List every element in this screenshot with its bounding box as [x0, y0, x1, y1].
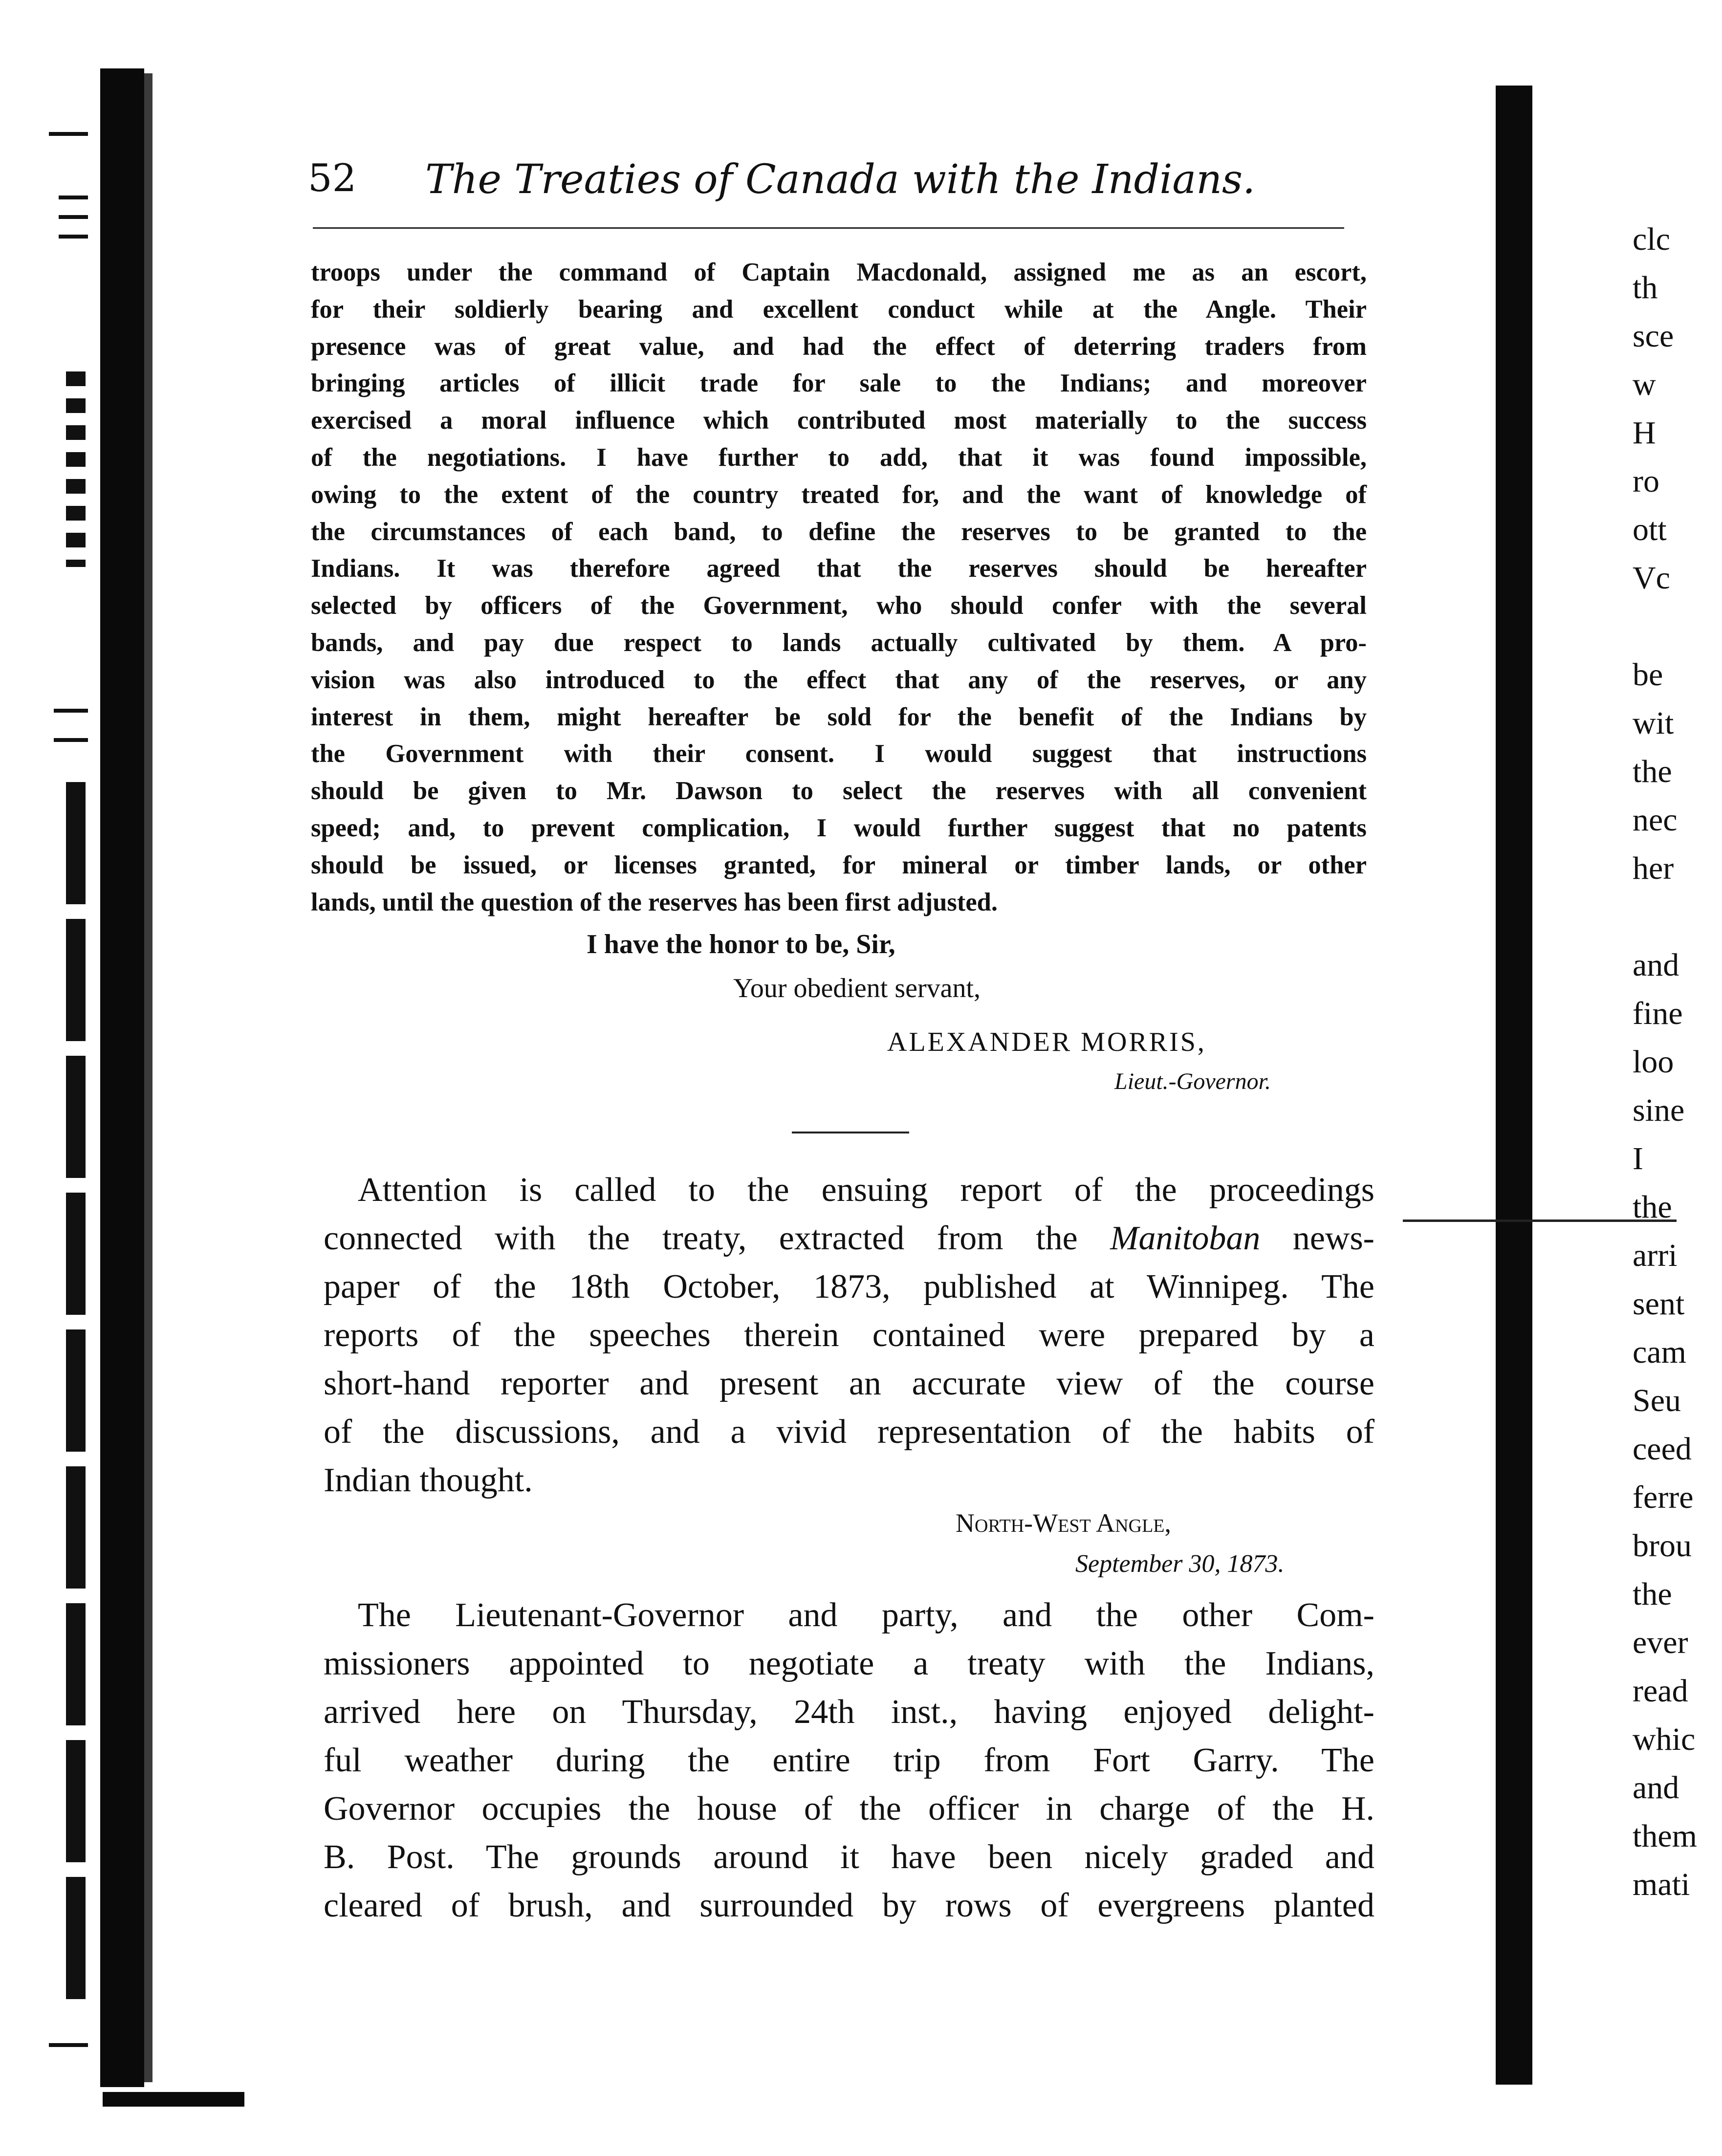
text-line: of the discussions, and a vivid representation of the habits of — [324, 1413, 1374, 1451]
fragment: whic — [1633, 1721, 1696, 1757]
fragment: Vc — [1633, 560, 1670, 596]
fragment: nec — [1633, 802, 1678, 838]
fragment: th — [1633, 270, 1658, 305]
fragment: sine — [1633, 1092, 1685, 1128]
newspaper-title: Manitoban — [1110, 1220, 1261, 1257]
fragment: the — [1633, 754, 1672, 789]
fragment: fine — [1633, 996, 1683, 1031]
dateline-place: North-West Angle, — [956, 1508, 1171, 1538]
margin-mark — [66, 782, 86, 2004]
text-line: ful weather during the entire trip from Fort Garry. The — [324, 1742, 1374, 1779]
fragment: the — [1633, 1576, 1672, 1612]
margin-mark — [54, 738, 88, 742]
fragment: sent — [1633, 1286, 1685, 1322]
fragment: them — [1633, 1818, 1697, 1854]
page-number: 52 — [308, 156, 357, 200]
margin-mark — [66, 371, 86, 567]
text-line: owing to the extent of the country treated for, and the want of knowledge of — [311, 480, 1367, 509]
text-line: short-hand reporter and present an accurate view of the course — [324, 1365, 1374, 1402]
fragment: arri — [1633, 1238, 1678, 1273]
dateline-date: September 30, 1873. — [1075, 1550, 1285, 1578]
text-line: paper of the 18th October, 1873, published at Winnipeg. The — [324, 1268, 1374, 1306]
text-line: bands, and pay due respect to lands actually cultivated by them. A pro- — [311, 628, 1367, 657]
fragment: ott — [1633, 512, 1667, 547]
fragment: be — [1633, 657, 1663, 693]
text-line: lands, until the question of the reserves has been first adjusted. — [311, 888, 998, 916]
fragment: brou — [1633, 1528, 1692, 1564]
text-line: exercised a moral influence which contributed most materially to the success — [311, 406, 1367, 435]
facing-page-shadow — [1496, 86, 1532, 2085]
text-line: Indians. It was therefore agreed that the reserves should be hereafter — [311, 554, 1367, 583]
fragment: read — [1633, 1673, 1688, 1709]
letter-valediction: Your obedient servant, — [733, 973, 981, 1003]
fragment: and — [1633, 1770, 1679, 1806]
text-line: Indian thought. — [324, 1461, 533, 1499]
text-line: troops under the command of Captain Macdonald, assigned me as an escort, — [311, 258, 1367, 286]
text-line: B. Post. The grounds around it have been nicely graded and — [324, 1838, 1374, 1876]
fragment: ferre — [1633, 1480, 1694, 1515]
fragment: the — [1633, 1189, 1672, 1225]
fragment: ceed — [1633, 1431, 1692, 1467]
text-line: cleared of brush, and surrounded by rows of evergreens planted — [324, 1887, 1374, 1924]
text-segment: connected with the treaty, extracted from the — [324, 1220, 1111, 1257]
letter-body — [311, 254, 1367, 921]
text-line: of the negotiations. I have further to add, that it was found impossible, — [311, 443, 1367, 472]
text-line: interest in them, might hereafter be sold for the benefit of the Indians by — [311, 702, 1367, 731]
fragment — [1633, 893, 1722, 941]
margin-mark — [54, 709, 88, 713]
margin-mark — [49, 2043, 88, 2047]
binding-foot — [103, 2092, 244, 2107]
text-segment: news- — [1260, 1220, 1374, 1257]
text-line: for their soldierly bearing and excellent conduct while at the Angle. Their — [311, 295, 1367, 324]
running-title: The Treaties of Canada with the Indians. — [425, 156, 1256, 203]
fragment — [1633, 602, 1722, 651]
fragment: Seu — [1633, 1383, 1681, 1418]
fragment: sce — [1633, 318, 1674, 354]
text-line: should be given to Mr. Dawson to select the reserves with all convenient — [311, 777, 1367, 806]
report-paragraph — [324, 1591, 1374, 1930]
attention-paragraph — [324, 1166, 1374, 1504]
fragment: I — [1633, 1141, 1643, 1176]
fragment: wit — [1633, 705, 1674, 741]
fragment: H — [1633, 415, 1656, 451]
fragment: and — [1633, 947, 1679, 983]
binding-shadow-inner — [142, 73, 153, 2082]
text-line: speed; and, to prevent complication, I would further suggest that no patents — [311, 813, 1367, 842]
fragment: w — [1633, 367, 1656, 402]
fragment: mati — [1633, 1867, 1690, 1902]
fragment: ro — [1633, 463, 1659, 499]
text-line: Governor occupies the house of the officer in charge of the H. — [324, 1790, 1374, 1828]
text-line: should be issued, or licenses granted, for mineral or timber lands, or other — [311, 850, 1367, 879]
fragment: clc — [1633, 221, 1670, 257]
fragment: loo — [1633, 1044, 1674, 1080]
fragment: cam — [1633, 1334, 1686, 1370]
signature-title: Lieut.-Governor. — [1114, 1068, 1271, 1094]
text-line: arrived here on Thursday, 24th inst., having enjoyed delight- — [324, 1693, 1374, 1731]
text-line: reports of the speeches therein contained were prepared by a — [324, 1316, 1374, 1354]
text-line: missioners appointed to negotiate a treaty with the Indians, — [324, 1645, 1374, 1682]
text-line: The Lieutenant-Governor and party, and the other Com- — [358, 1596, 1374, 1634]
text-line: selected by officers of the Government, who should confer with the several — [311, 591, 1367, 620]
section-divider — [792, 1132, 909, 1133]
margin-mark — [49, 132, 88, 136]
text-line: the Government with their consent. I would suggest that instructions — [311, 740, 1367, 768]
binding-shadow — [100, 68, 144, 2087]
margin-mark — [59, 196, 88, 254]
header-rule — [313, 227, 1344, 229]
page-header — [308, 156, 1354, 220]
text-line: bringing articles of illicit trade for sale to the Indians; and moreover — [311, 369, 1367, 398]
text-line: presence was of great value, and had the effect of deterring traders from — [311, 332, 1367, 361]
fragment: her — [1633, 850, 1674, 886]
letter-closing: I have the honor to be, Sir, — [587, 929, 895, 959]
facing-page-text — [1633, 215, 1722, 1909]
text-line: the circumstances of each band, to define the reserves to be granted to the — [311, 517, 1367, 546]
text-line: vision was also introduced to the effect that any of the reserves, or any — [311, 665, 1367, 694]
text-line — [324, 1214, 1374, 1263]
text-line: Attention is called to the ensuing report of the proceedings — [358, 1171, 1374, 1209]
signature-name: ALEXANDER MORRIS, — [887, 1027, 1206, 1057]
fragment: ever — [1633, 1625, 1688, 1660]
